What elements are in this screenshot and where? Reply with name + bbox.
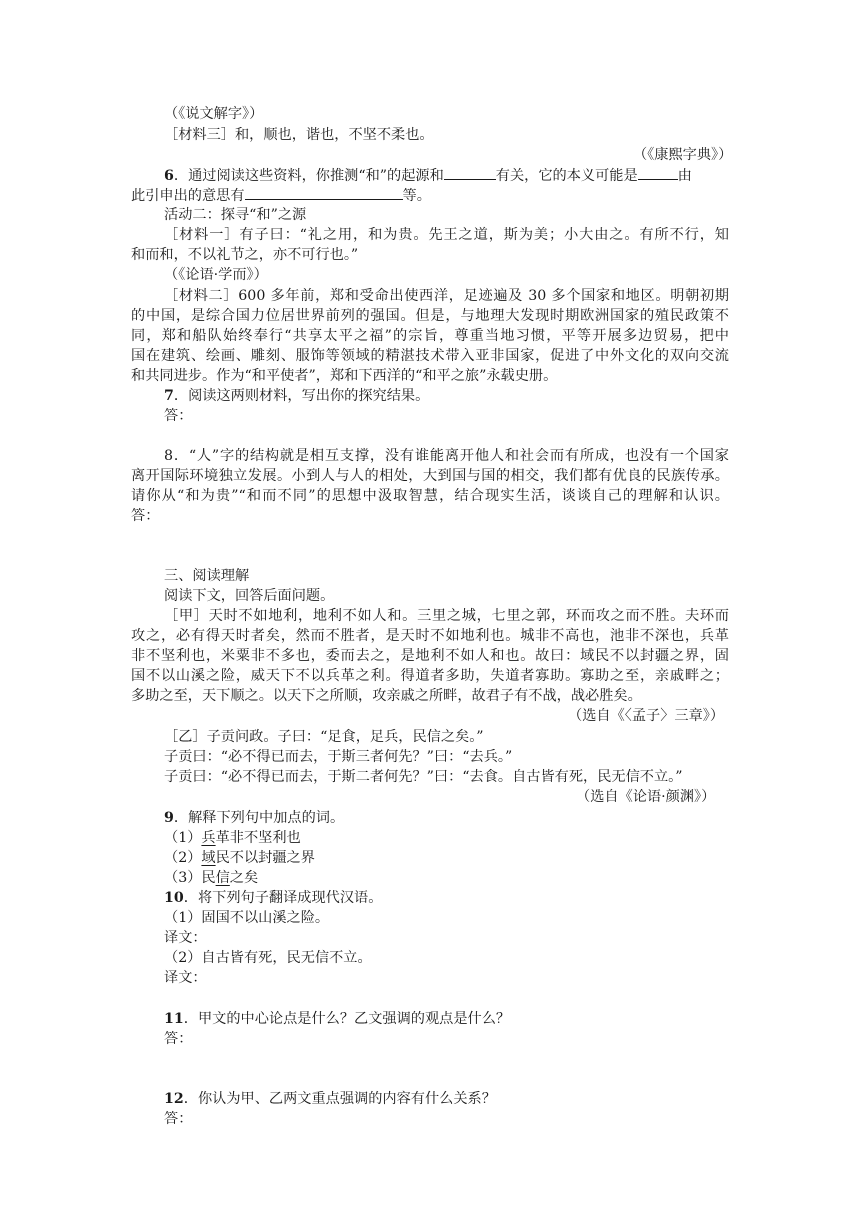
material-2-line5: 和共同进步。作为“和平使者”，郑和下西洋的“和平之旅”永载史册。 bbox=[131, 368, 558, 384]
question-9-text: ．解释下列句中加点的词。 bbox=[173, 810, 345, 826]
item-3-key-word: 信 bbox=[215, 870, 230, 886]
material-2-line1: ［材料二］600 多年前，郑和受命出使西洋，足迹遍及 30 多个国家和地区。明朝初期 bbox=[164, 288, 729, 304]
question-6-number: 6 bbox=[164, 168, 174, 184]
question-7 bbox=[164, 386, 429, 406]
passage-yi-source: （选自《论语·颜渊》） bbox=[576, 789, 716, 805]
passage-jia-line2: 攻之，必有得天时者矣，然而不胜者，是天时不如地利也。城非不高也，池非不深也，兵革 bbox=[131, 628, 729, 644]
item-3-rest: 之矣 bbox=[229, 870, 259, 886]
passage-yi-line3: 子贡曰：“必不得已而去，于斯二者何先？”曰：“去食。自古皆有死，民无信不立。” bbox=[164, 769, 683, 785]
question-6-blank-1[interactable] bbox=[444, 165, 496, 180]
passage-jia-line1: ［甲］天时不如地利，地利不如人和。三里之城，七里之郭，环而攻之而不胜。夫环而 bbox=[164, 608, 729, 624]
question-8-line2: 离开国际环境独立发展。小到人与人的相处，大到国与国的相交，我们都有优良的民族传承。 bbox=[131, 468, 729, 484]
question-6-text-c: 由 bbox=[677, 168, 692, 184]
passage-jia-source: （选自《〈孟子〉三章》） bbox=[568, 708, 725, 724]
material-2-line4: 国在建筑、绘画、雕刻、服饰等领域的精湛技术带入亚非国家，促进了中外文化的双向交流 bbox=[131, 348, 729, 364]
question-10-stem bbox=[164, 888, 382, 908]
question-8-line3: 请你从“和为贵”“和而不同”的思想中汲取智慧，结合现实生活，谈谈自己的理解和认识。 bbox=[131, 488, 729, 504]
question-6-text-b: 有关，它的本义可能是 bbox=[495, 168, 638, 184]
question-9-stem bbox=[164, 808, 344, 828]
question-10-text: ．将下列句子翻译成现代汉语。 bbox=[183, 890, 383, 906]
passage-yi-line1: ［乙］子贡问政。子曰：“足食，足兵，民信之矣。” bbox=[164, 729, 484, 745]
translation-label-2: 译文： bbox=[164, 970, 207, 986]
question-6-line1 bbox=[164, 165, 692, 186]
question-12-answer-label: 答： bbox=[164, 1111, 193, 1127]
item-1-key-word: 兵 bbox=[201, 830, 216, 846]
question-11-number: 11 bbox=[164, 1011, 184, 1027]
question-6-blank-3[interactable] bbox=[245, 185, 403, 200]
question-9-item-2 bbox=[164, 848, 315, 868]
material-2-line3: 同，郑和船队始终奉行“共享太平之福”的宗旨，尊重当地习惯，平等开展多边贸易，把中 bbox=[131, 328, 729, 344]
question-12-stem bbox=[164, 1089, 496, 1109]
item-2-prefix: （2） bbox=[164, 850, 202, 866]
material-3: ［材料三］和，顺也，谐也，不坚不柔也。 bbox=[164, 127, 434, 143]
activity-2-title: 活动二：探寻“和”之源 bbox=[164, 207, 307, 223]
item-3-prefix: （3）民 bbox=[164, 870, 216, 886]
item-2-key-word: 域 bbox=[201, 850, 216, 866]
question-12-text: ．你认为甲、乙两文重点强调的内容有什么关系？ bbox=[183, 1091, 496, 1107]
translation-label-1: 译文： bbox=[164, 930, 207, 946]
question-8-answer-label: 答： bbox=[131, 508, 160, 524]
question-10-item-1: （1）固国不以山溪之险。 bbox=[164, 910, 330, 926]
item-1-prefix: （1） bbox=[164, 830, 202, 846]
passage-jia-line4: 国不以山溪之险，威天下不以兵革之利。得道者多助，失道者寡助。寡助之至，亲戚畔之； bbox=[131, 668, 729, 684]
question-6-text-e: 等。 bbox=[402, 188, 431, 204]
material-2-line2: 的中国，是综合国力位居世界前列的强国。但是，与地理大发现时期欧洲国家的殖民政策不 bbox=[131, 308, 729, 324]
question-9-number: 9 bbox=[164, 810, 174, 826]
question-6-text-d: 此引申出的意思有 bbox=[131, 188, 245, 204]
question-12-number: 12 bbox=[164, 1091, 184, 1107]
question-6-blank-2[interactable] bbox=[638, 165, 678, 180]
material-1-line2: 和而和，不以礼节之，亦不可行也。” bbox=[131, 247, 359, 263]
question-8-line1: 8．“人”字的结构就是相互支撑，没有谁能离开他人和社会而有所成，也没有一个国家 bbox=[164, 448, 729, 464]
question-9-item-1 bbox=[164, 828, 301, 848]
source-kangxi: （《康熙字典》） bbox=[633, 147, 733, 163]
item-1-rest: 革非不坚利也 bbox=[215, 830, 301, 846]
question-7-text: ．阅读这两则材料，写出你的探究结果。 bbox=[173, 388, 430, 404]
question-10-number: 10 bbox=[164, 890, 184, 906]
section-3-title: 三、阅读理解 bbox=[164, 568, 250, 584]
question-11-stem bbox=[164, 1009, 510, 1029]
item-2-rest: 民不以封疆之界 bbox=[215, 850, 315, 866]
question-9-item-3 bbox=[164, 868, 258, 888]
passage-jia-line3: 非不坚利也，米粟非不多也，委而去之，是地利不如人和也。故曰：域民不以封疆之界，固 bbox=[131, 648, 729, 664]
material-1-line1: ［材料一］有子曰：“礼之用，和为贵。先王之道，斯为美；小大由之。有所不行，知 bbox=[164, 227, 729, 243]
question-6-text-a: ．通过阅读这些资料，你推测“和”的起源和 bbox=[173, 168, 444, 184]
section-3-intro: 阅读下文，回答后面问题。 bbox=[164, 588, 335, 604]
passage-yi-line2: 子贡曰：“必不得已而去，于斯三者何先？”曰：“去兵。” bbox=[164, 749, 513, 765]
passage-jia-line5: 多助之至，天下顺之。以天下之所顺，攻亲戚之所畔，故君子有不战，战必胜矣。 bbox=[131, 688, 642, 704]
question-11-answer-label: 答： bbox=[164, 1031, 193, 1047]
question-10-item-2: （2）自古皆有死，民无信不立。 bbox=[164, 950, 372, 966]
question-11-text: ．甲文的中心论点是什么？乙文强调的观点是什么？ bbox=[183, 1011, 511, 1027]
source-shuowen: （《说文解字》） bbox=[164, 106, 264, 122]
question-7-answer-label: 答： bbox=[164, 408, 193, 424]
question-6-line2 bbox=[131, 185, 431, 206]
question-7-number: 7 bbox=[164, 388, 174, 404]
material-1-source: （《论语·学而》） bbox=[164, 267, 268, 283]
